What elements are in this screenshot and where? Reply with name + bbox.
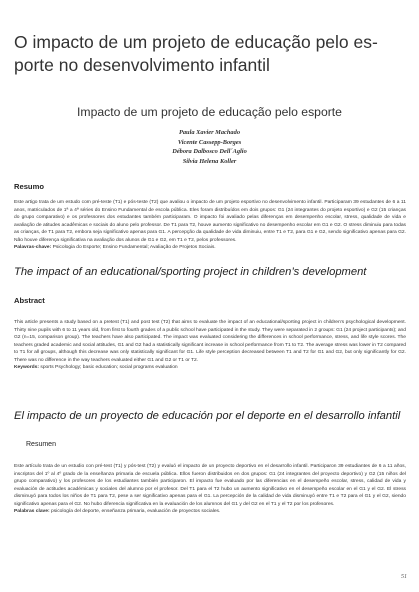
resumen-keywords-label: Palabras clave: xyxy=(14,509,50,514)
resumo-keywords-label: Palavras-chave: xyxy=(14,245,52,250)
spanish-abstract xyxy=(14,463,406,516)
author-name: Paula Xavier Machado xyxy=(178,129,241,136)
article-title xyxy=(14,31,409,77)
portuguese-subtitle: Impacto de um projeto de educação pelo esporte xyxy=(77,105,342,119)
author-list xyxy=(0,128,419,166)
abstract-text: This article presents a study based on a pretest (T1) and post test (T2) that aims to evaluate the impact of an educational/sporting project in children's psychological development. Thirty nine pupils with 6 to 11 years old, from first to fourth grades of a public school have participated in the study. They were separated in 2 groups: G1 (24 project participants); and G2 (n=15, comparison group). The teachers have also participated. The impact was evaluated considering the differences in school performance, stress, and life style scores. The teachers graded academic and social attitudes, G1 and G2 had a statistically significant increase in school performance from T1 to T2. The average stress was lower in T2 compared to T1 for all groups, although this decrease was only statistically significant for G1. Life style perception decreased between T1 and T2 for G1 and G2, but only significantly for G2. There was no difference in the way teachers evaluated either G1 and G2 or T1 or T2. xyxy=(14,320,407,363)
english-abstract xyxy=(14,319,406,372)
resumo-abstract xyxy=(14,199,406,252)
abstract-heading: Abstract xyxy=(14,296,45,305)
author-name: Vicente Cassepp-Borges xyxy=(177,138,242,146)
resumo-keywords: Psicologia do Esporte; Ensino Fundamental; Avaliação de Projetos Sociais. xyxy=(52,245,216,250)
resumen-keywords: psicología del deporte, enseñanza primaria, evaluación de proyectos sociales. xyxy=(50,509,221,514)
resumo-text: Este artigo trata de um estudo com pré-teste (T1) e pós-teste (T2) que avaliou o impacto de um projeto esportivo no desenvolvimento infantil. Participaram 39 estudantes de 6 a 11 anos, matriculados de 1ª a 4ª séries do Ensino Fundamental de escola pública. Eles foram distribuídos em dois grupos: G1 (24 integrantes do projeto esportivo) e G2 (15 crianças do grupo comparativo) e os professores dos estudantes também participaram. O impacto foi avaliado pelas diferenças em desempenho escolar, stress, qualidade de vida e avaliação de atitudes acadêmicas e sociais do aluno pelo professor. De T1 para T2, houve aumento significativo no desempenho escolar em G1 e G2. O stress diminuiu para todas as crianças, de T1 para T2, embora seja significativo apenas para G1. A percepção da qualidade de vida diminuiu, entre T1 e T2, para G1 e G2, sendo significativo apenas para G2. Não houve diferença significativa na avaliação dos alunos de G1 e G2, em T1 e T2, pelos professores. xyxy=(14,200,406,243)
page-number: 51 xyxy=(401,574,407,580)
resumen-text: Este artículo trata de un estudio con pré-test (T1) y pós-test (T2) y evaluó el impacto de un proyecto deportivo en el desarrollo infantil. Participaron 39 estudiantes de 6 a 11 años, inscriptos del 1º al 4º grado de la enseñanza primaria de escuela pública. Ellos fueron distribuidos en dos grupos: G1 (24 integrantes del proyecto deportivo) y G2 (15 niños del grupo comparativo) y los profesores de los estudiantes también participaron. El impacto fue evaluado por las diferencias en el desempeño escolar, stress, calidad de vida y evaluación de actitudes académicas y sociales del alumno por el profesor. Del T1 para el T2 hubo un aumento significativo en el desempeño escolar en el G1 y el G2. El stress disminuyó para todos los niños de T1 para T2, pese a ser significativo apenas para el G1. La percepción de la calidad de vida disminuyó entre T1 e T2 para el G1 y el G2, siendo significativo apenas para el G2. No hubo diferencia significativa en la evaluación de los alumnos del G1 y del G2 en el T1 y el T2 por los profesores. xyxy=(14,464,406,507)
resumo-heading: Resumo xyxy=(14,182,44,191)
author-name: Silvia Helena Koller xyxy=(182,157,237,165)
abstract-keywords-label: Keywords: xyxy=(14,365,40,370)
english-title: The impact of an educational/sporting project in children’s development xyxy=(14,266,367,278)
abstract-keywords: sports Psychology; basic education; social programs evaluation xyxy=(40,365,178,370)
resumen-heading: Resumen xyxy=(26,441,56,448)
article-title-line2: porte no desenvolvimento infantil xyxy=(14,55,270,75)
spanish-title: El impacto de un proyecto de educación por el deporte en el desarrollo infantil xyxy=(14,410,401,422)
author-name: Débora Dalbosco Dell´Aglio xyxy=(172,148,247,156)
article-title-line1: O impacto de um projeto de educação pelo es- xyxy=(14,32,378,52)
